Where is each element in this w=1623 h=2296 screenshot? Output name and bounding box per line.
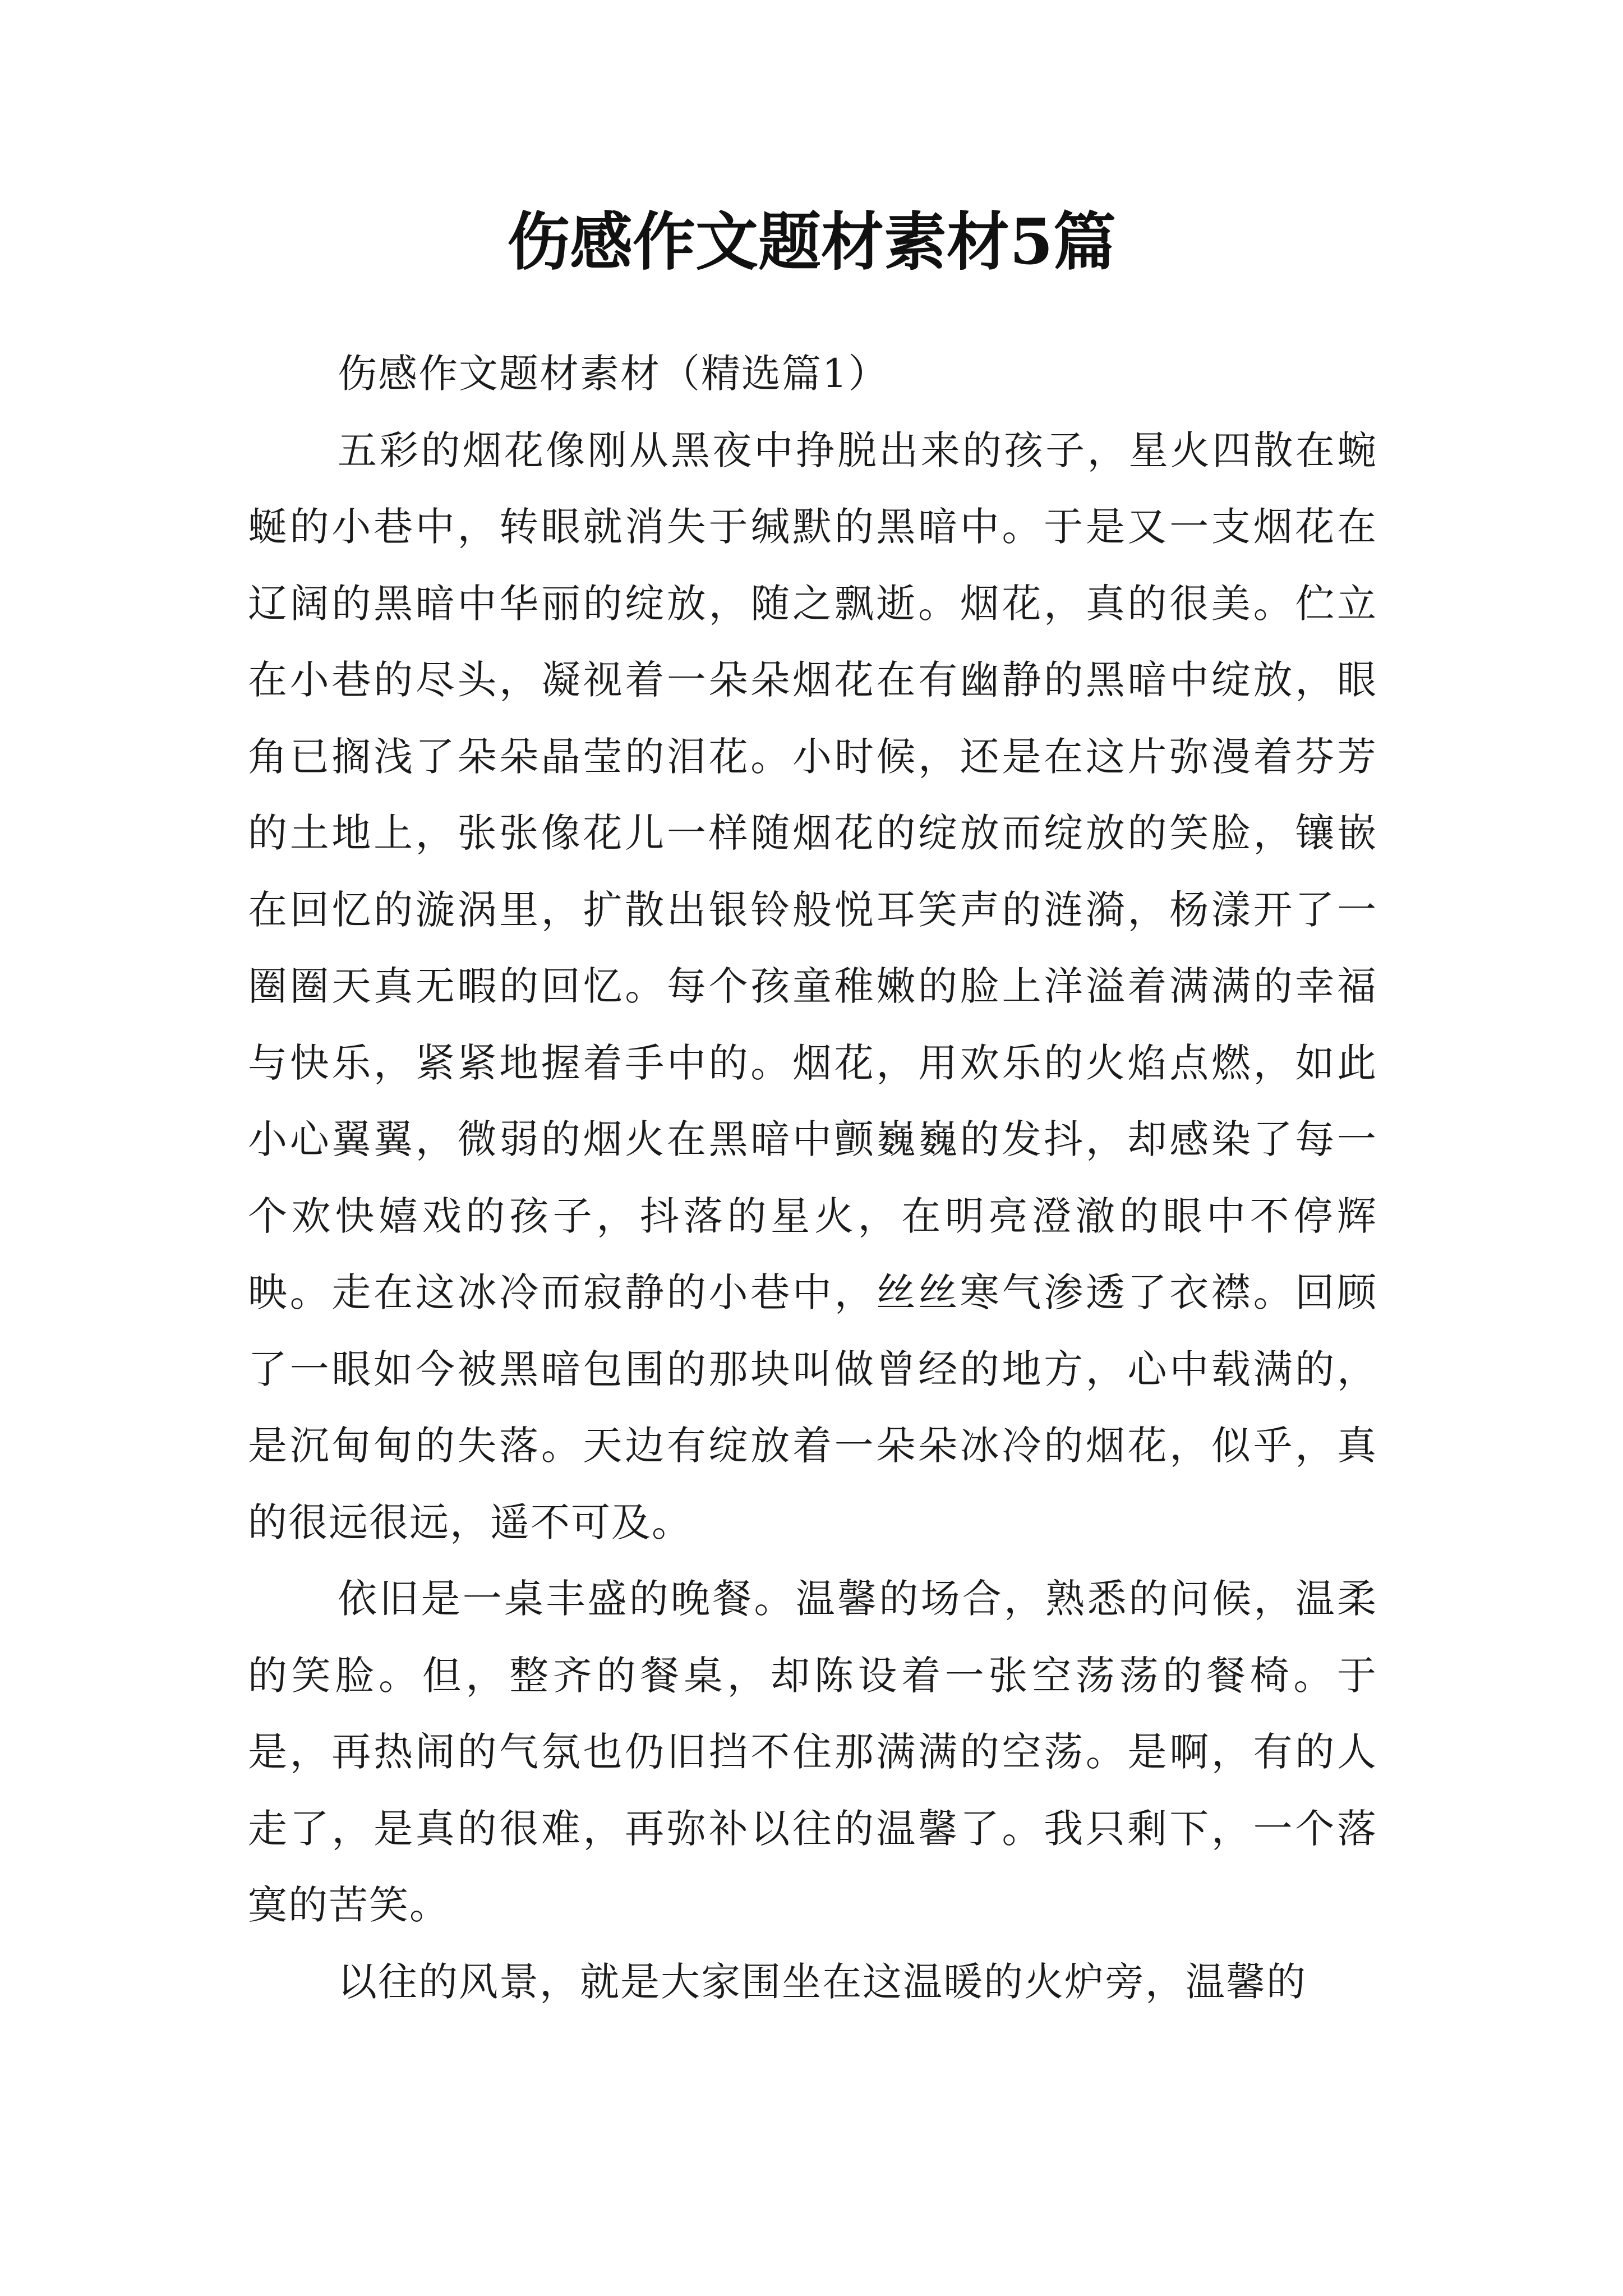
paragraph-2: 依旧是一桌丰盛的晚餐。温馨的场合，熟悉的问候，温柔的笑脸。但，整齐的餐桌，却陈设着一张空荡荡的餐椅。于是，再热闹的气氛也仍旧挡不住那满满的空荡。是啊，有的人走了，是真的很难，再弥补以往的温馨了。我只剩下，一个落寞的苦笑。 (248, 1576, 1377, 1928)
paragraph-3: 以往的风景，就是大家围坐在这温暖的火炉旁，温馨的 (338, 1958, 1307, 2005)
document-body (248, 335, 1377, 2020)
paragraph-1: 五彩的烟花像刚从黑夜中挣脱出来的孩子，星火四散在蜿蜒的小巷中，转眼就消失于缄默的黑暗中。于是又一支烟花在辽阔的黑暗中华丽的绽放，随之飘逝。烟花，真的很美。伫立在小巷的尽头，凝视着一朵朵烟花在有幽静的黑暗中绽放，眼角已搁浅了朵朵晶莹的泪花。小时候，还是在这片弥漫着芬芳的土地上，张张像花儿一样随烟花的绽放而绽放的笑脸，镶嵌在回忆的漩涡里，扩散出银铃般悦耳笑声的涟漪，杨漾开了一圈圈天真无暇的回忆。每个孩童稚嫩的脸上洋溢着满满的幸福与快乐，紧紧地握着手中的。烟花，用欢乐的火焰点燃，如此小心翼翼，微弱的烟火在黑暗中颤巍巍的发抖，却感染了每一个欢快嬉戏的孩子，抖落的星火，在明亮澄澈的眼中不停辉映。走在这冰冷而寂静的小巷中，丝丝寒气渗透了衣襟。回顾了一眼如今被黑暗包围的那块叫做曾经的地方，心中载满的，是沉甸甸的失落。天边有绽放着一朵朵冰冷的烟花，似乎，真的很远很远，遥不可及。 (248, 427, 1377, 1545)
document-title: 伤感作文题材素材5篇 (507, 205, 1116, 279)
section-heading: 伤感作文题材素材（精选篇1） (338, 351, 889, 397)
